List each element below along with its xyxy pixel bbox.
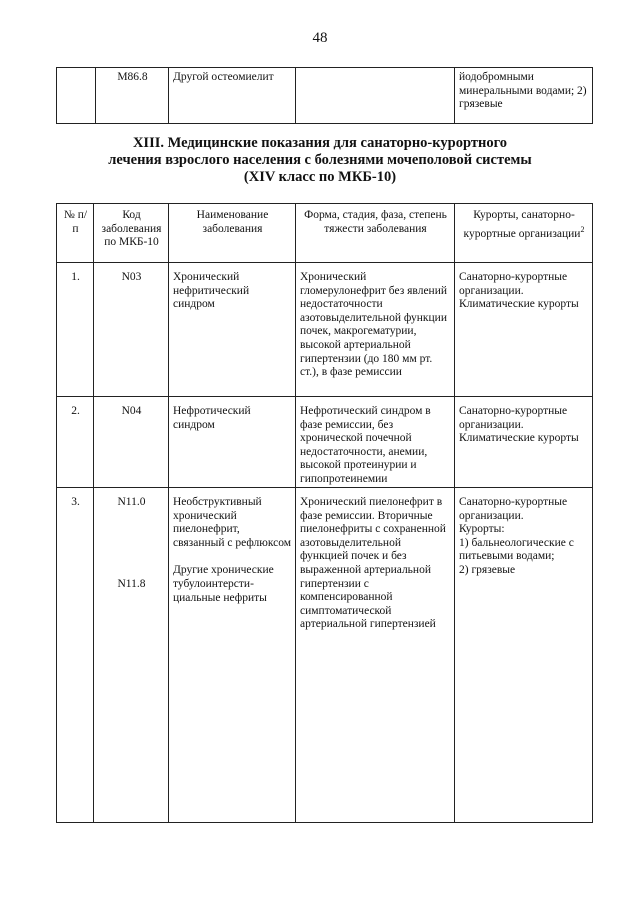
header-code: Код заболевания по МКБ-10 <box>94 204 169 263</box>
table-row <box>57 68 593 124</box>
header-name: Наименование заболевания <box>169 204 296 263</box>
section-heading <box>40 135 600 186</box>
table-row <box>57 488 593 823</box>
table-header-row <box>57 204 593 263</box>
cell-code: M86.8 <box>96 68 169 124</box>
name-a: Необструктивный хронический пиелонефрит, связанный с рефлюксом <box>173 496 292 549</box>
heading-line-1: XIII. Медицинские показания для санаторно-курортного <box>132 135 508 151</box>
cell-resort <box>455 488 593 823</box>
resort-line-3: 1) бальнеологические с питьевыми водами; <box>459 536 574 563</box>
cell-form: Хронический пиелонефрит в фазе ремиссии. Вторичные пиелонефриты с сохраненной азотовыделительной функцией почек и без выраженной артериальной гипертензии с компенсированной симптоматической артериальной гипертензией <box>296 488 455 823</box>
header-resort-label: Курорты, санаторно-курортные организации <box>463 209 581 240</box>
heading-line-3: (XIV класс по МКБ-10) <box>243 169 397 185</box>
code-a: N11.0 <box>117 496 146 508</box>
table-row <box>57 397 593 488</box>
cell-form <box>296 68 455 124</box>
table-row <box>57 263 593 397</box>
header-num: № п/п <box>57 204 94 263</box>
cell-num: 1. <box>57 263 94 397</box>
cell-name: Нефротический синдром <box>169 397 296 488</box>
cell-resort: йодобромными минеральными водами; 2) грязевые <box>455 68 593 124</box>
cell-code: N04 <box>94 397 169 488</box>
cell-num: 2. <box>57 397 94 488</box>
cell-code <box>94 488 169 823</box>
resort-line-1: Санаторно-курортные организации. <box>459 496 568 522</box>
cell-name: Хронический нефритический синдром <box>169 263 296 397</box>
cell-form: Нефротический синдром в фазе ремиссии, без хронической почечной недостаточности, анемии, высокой протеинурии и гипопротеинемии <box>296 397 455 488</box>
cell-resort: Санаторно-курортные организации. Климатические курорты <box>455 397 593 488</box>
cell-name <box>169 488 296 823</box>
header-resort <box>455 204 593 263</box>
resort-line-4: 2) грязевые <box>459 563 516 576</box>
code-b: N11.8 <box>117 577 146 590</box>
page-number: 48 <box>312 30 328 46</box>
header-form: Форма, стадия, фаза, степень тяжести заболевания <box>296 204 455 263</box>
cell-num: 3. <box>57 488 94 823</box>
cell-resort: Санаторно-курортные организации. Климатические курорты <box>455 263 593 397</box>
cell-form: Хронический гломерулонефрит без явлений недостаточности азотовыделительной функции почек, макрогематурии, высокой артериальной гипертензии (до 180 мм рт. ст.), в фазе ремиссии <box>296 263 455 397</box>
continuation-table <box>56 67 593 124</box>
indications-table <box>56 203 593 823</box>
cell-name: Другой остеомиелит <box>169 68 296 124</box>
name-b: Другие хронические тубулоинтерсти-циальные нефриты <box>173 564 274 604</box>
resort-line-2: Курорты: <box>459 523 505 536</box>
heading-line-2: лечения взрослого населения с болезнями мочеполовой системы <box>108 152 532 168</box>
cell-num <box>57 68 96 124</box>
cell-code: N03 <box>94 263 169 397</box>
footnote-mark: 2 <box>580 224 585 234</box>
